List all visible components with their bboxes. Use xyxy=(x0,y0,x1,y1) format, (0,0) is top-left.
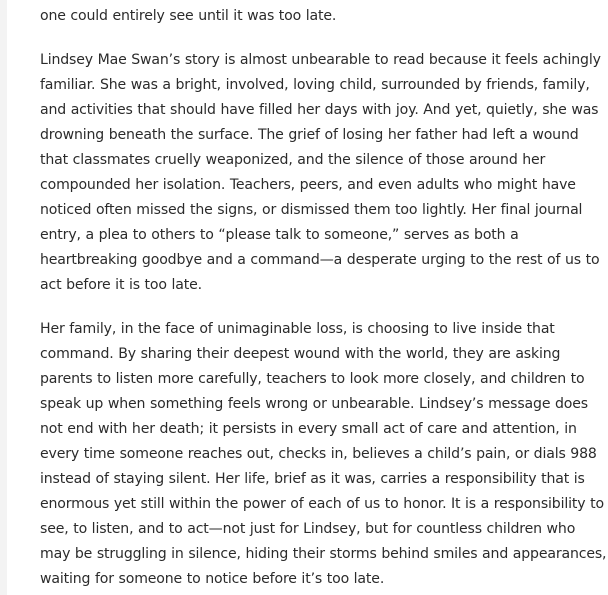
left-gutter xyxy=(0,0,7,595)
text-line: see, to listen, and to act—not just for Lindsey, but for countless children who xyxy=(40,521,576,537)
text-line: drowning beneath the surface. The grief of losing her father had left a wound xyxy=(40,127,579,143)
text-line: act before it is too late. xyxy=(40,277,202,293)
text-line: noticed often missed the signs, or dismissed them too lightly. Her final journal xyxy=(40,202,583,218)
paragraph-2 xyxy=(40,317,608,592)
text-line: one could entirely see until it was too late. xyxy=(40,8,337,24)
text-line: waiting for someone to notice before it’s too late. xyxy=(40,571,385,587)
text-line: entry, a plea to others to “please talk to someone,” serves as both a xyxy=(40,227,519,243)
text-line: that classmates cruelly weaponized, and the silence of those around her xyxy=(40,152,546,168)
paragraph-gap xyxy=(40,298,608,317)
article-body xyxy=(40,4,608,592)
paragraph-gap xyxy=(40,29,608,48)
text-line: speak up when something feels wrong or unbearable. Lindsey’s message does xyxy=(40,396,588,412)
paragraph-1 xyxy=(40,48,608,298)
text-line: parents to listen more carefully, teachers to look more closely, and children to xyxy=(40,371,585,387)
text-line: heartbreaking goodbye and a command—a desperate urging to the rest of us to xyxy=(40,252,600,268)
text-line: familiar. She was a bright, involved, loving child, surrounded by friends, family, xyxy=(40,77,590,93)
text-line: not end with her death; it persists in every small act of care and attention, in xyxy=(40,421,577,437)
text-line: compounded her isolation. Teachers, peers, and even adults who might have xyxy=(40,177,576,193)
text-line: Her family, in the face of unimaginable loss, is choosing to live inside that xyxy=(40,321,555,337)
text-line: instead of staying silent. Her life, brief as it was, carries a responsibility that is xyxy=(40,471,585,487)
text-line: may be struggling in silence, hiding their storms behind smiles and appearances, xyxy=(40,546,607,562)
text-line: Lindsey Mae Swan’s story is almost unbearable to read because it feels achingly xyxy=(40,52,601,68)
text-line: and activities that should have filled her days with joy. And yet, quietly, she was xyxy=(40,102,599,118)
text-line: enormous yet still within the power of each of us to honor. It is a responsibility to xyxy=(40,496,604,512)
paragraph-fragment xyxy=(40,4,608,29)
text-line: every time someone reaches out, checks in, believes a child’s pain, or dials 988 xyxy=(40,446,597,462)
text-line: command. By sharing their deepest wound with the world, they are asking xyxy=(40,346,561,362)
